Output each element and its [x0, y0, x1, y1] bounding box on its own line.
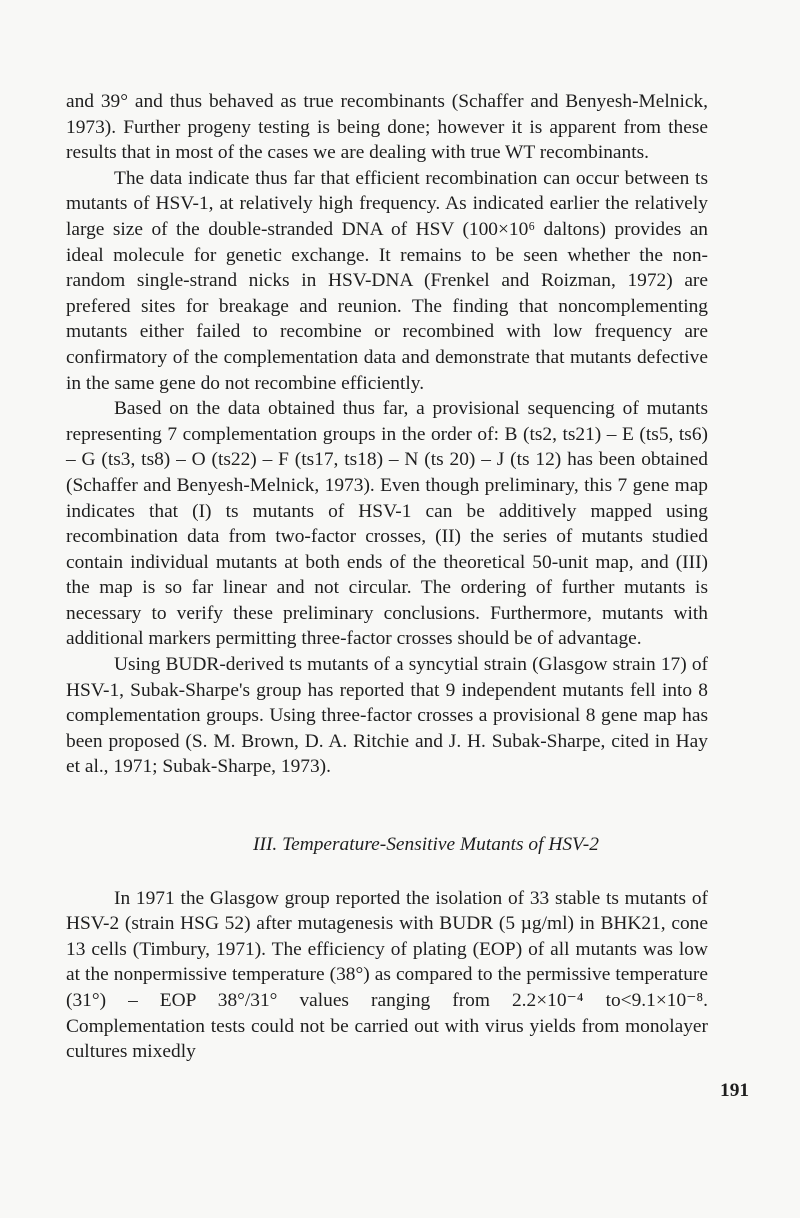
page-body	[66, 89, 708, 1065]
paragraph-1: and 39° and thus behaved as true recombinants (Schaffer and Benyesh-Melnick, 1973). Further progeny testing is being done; however it is apparent from these results that in most of the cases we are dealing with true WT recombinants.	[66, 91, 708, 164]
paragraph-2: The data indicate thus far that efficient recombination can occur between ts mutants of HSV-1, at relatively high frequency. As indicated earlier the relatively large size of the double-stranded DNA of HSV (100×10⁶ daltons) provides an ideal molecule for genetic exchange. It remains to be seen whether the non-random single-strand nicks in HSV-DNA (Frenkel and Roizman, 1972) are prefered sites for breakage and reunion. The finding that noncomplementing mutants either failed to recombine or recombined with low frequency are confirmatory of the complementation data and demonstrate that mutants defective in the same gene do not recombine efficiently.	[66, 167, 708, 394]
paragraph-5: In 1971 the Glasgow group reported the isolation of 33 stable ts mutants of HSV-2 (strain HSG 52) after mutagenesis with BUDR (5 µg/ml) in BHK21, cone 13 cells (Timbury, 1971). The efficiency of plating (EOP) of all mutants was low at the nonpermissive temperature (38°) as compared to the permissive temperature (31°) – EOP 38°/31° values ranging from 2.2×10⁻⁴ to<9.1×10⁻⁸. Complementation tests could not be carried out with virus yields from monolayer cultures mixedly	[66, 887, 708, 1063]
page-number: 191	[720, 1080, 750, 1101]
paragraph-3: Based on the data obtained thus far, a provisional sequencing of mutants representing 7 complementation groups in the order of: B (ts2, ts21) – E (ts5, ts6) – G (ts3, ts8) – O (ts22) – F (ts17, ts18) – N (ts 20) – J (ts 12) has been obtained (Schaffer and Benyesh-Melnick, 1973). Even though preliminary, this 7 gene map indicates that (I) ts mutants of HSV-1 can be additively mapped using recombination data from two-factor crosses, (II) the series of mutants studied contain individual mutants at both ends of the theoretical 50-unit map, and (III) the map is so far linear and not circular. The ordering of further mutants is necessary to verify these preliminary conclusions. Furthermore, mutants with additional markers permitting three-factor crosses should be of advantage.	[66, 398, 708, 650]
paragraph-4: Using BUDR-derived ts mutants of a syncytial strain (Glasgow strain 17) of HSV-1, Subak-Sharpe's group has reported that 9 independent mutants fell into 8 complementation groups. Using three-factor crosses a provisional 8 gene map has been proposed (S. M. Brown, D. A. Ritchie and J. H. Subak-Sharpe, cited in Hay et al., 1971; Subak-Sharpe, 1973).	[66, 654, 708, 778]
section-heading: III. Temperature-Sensitive Mutants of HSV-2	[253, 834, 599, 856]
